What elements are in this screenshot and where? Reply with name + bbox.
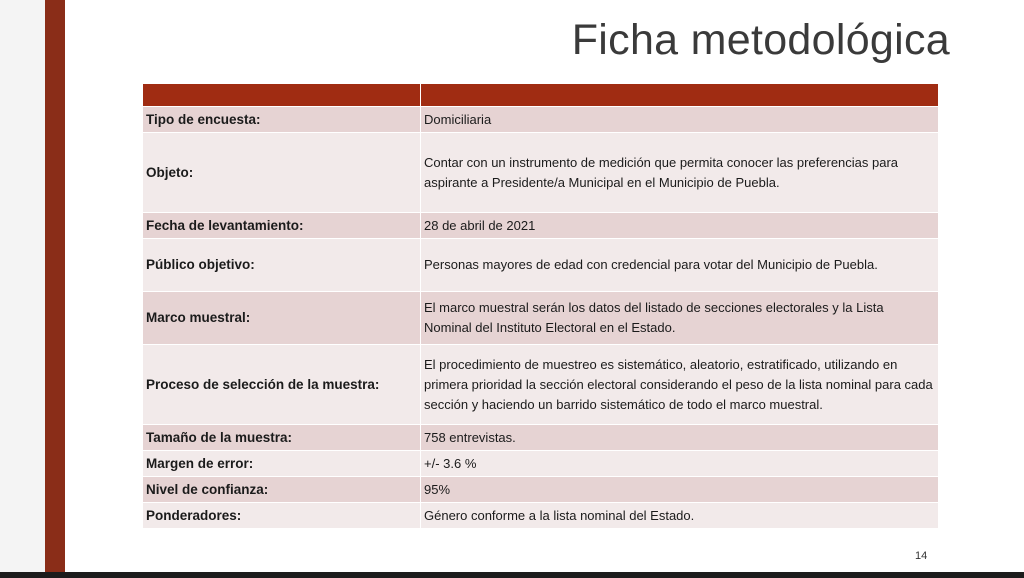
header-cell-label [143,84,421,107]
row-label: Tamaño de la muestra: [143,425,421,451]
slide [45,0,1024,572]
table-row [143,292,939,345]
table-header-row [143,84,939,107]
table-row [143,239,939,292]
page-number: 14 [915,550,928,562]
row-label: Tipo de encuesta: [143,107,421,133]
row-value: Género conforme a la lista nominal del Estado. [421,503,939,529]
header-cell-value [421,84,939,107]
table-row [143,425,939,451]
row-value: +/- 3.6 % [421,451,939,477]
row-label: Objeto: [143,133,421,213]
table-row [143,107,939,133]
row-label: Fecha de levantamiento: [143,213,421,239]
screen-bottom-edge [0,572,1024,578]
table-row [143,213,939,239]
row-value: Contar con un instrumento de medición que permita conocer las preferencias para aspirante a Presidente/a Municipal en el Municipio de Puebla. [421,133,939,213]
slide-title: Ficha metodológica [571,16,950,64]
row-label: Nivel de confianza: [143,477,421,503]
table-row [143,133,939,213]
row-label: Marco muestral: [143,292,421,345]
row-value: 95% [421,477,939,503]
table-row [143,477,939,503]
row-value: El marco muestral serán los datos del listado de secciones electorales y la Lista Nominal del Instituto Electoral en el Estado. [421,292,939,345]
row-value: Domiciliaria [421,107,939,133]
row-label: Ponderadores: [143,503,421,529]
row-value: 28 de abril de 2021 [421,213,939,239]
row-value: El procedimiento de muestreo es sistemático, aleatorio, estratificado, utilizando en primera prioridad la sección electoral considerando el peso de la lista nominal para cada sección y haciendo un barrido sistemático de todo el marco muestral. [421,345,939,425]
row-value: 758 entrevistas. [421,425,939,451]
row-label: Público objetivo: [143,239,421,292]
table-row [143,503,939,529]
table-row [143,451,939,477]
methodology-table [142,83,939,529]
row-label: Margen de error: [143,451,421,477]
accent-bar [45,0,65,572]
row-label: Proceso de selección de la muestra: [143,345,421,425]
row-value: Personas mayores de edad con credencial para votar del Municipio de Puebla. [421,239,939,292]
table-row [143,345,939,425]
screen-left-margin [0,0,45,578]
